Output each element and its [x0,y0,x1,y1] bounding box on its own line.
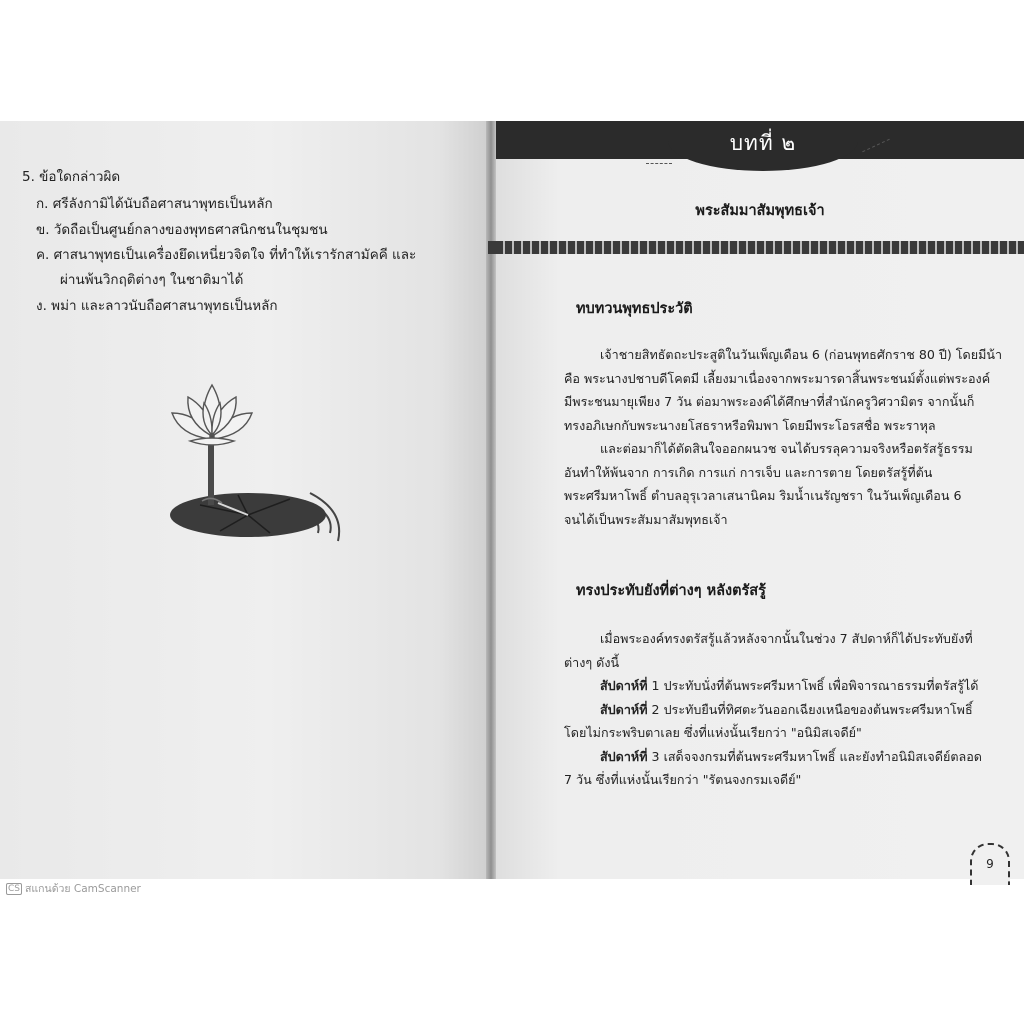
chapter-title: บทที่ ๒ [729,131,797,155]
question-option-c-cont: ผ่านพ้นวิกฤติต่างๆ ในชาติมาได้ [60,272,244,288]
decorative-stripe [496,241,1024,254]
week-3-label: สัปดาห์ที่ [600,748,648,764]
question-option-c: ค. ศาสนาพุทธเป็นเครื่องยึดเหนี่ยวจิตใจ ที่ทำให้เรารักสามัคคี และ [36,247,417,263]
question-option-d: ง. พม่า และลาวนับถือศาสนาพุทธเป็นหลัก [36,298,278,314]
week-1-label: สัปดาห์ที่ [600,678,648,693]
right-page [496,121,1024,879]
review-line: จนได้เป็นพระสัมมาสัมพุทธเจ้า [564,511,728,527]
lotus-on-lily-pad-icon [160,383,350,553]
review-line: ทรงอภิเษกกับพระนางยโสธราหรือพิมพา โดยมีพระโอรสชื่อ พระราหุล [564,417,936,433]
places-intro: เมื่อพระองค์ทรงตรัสรู้แล้วหลังจากนั้นในช่วง 7 สัปดาห์ก็ได้ประทับยังที่ [600,631,973,646]
decor-dash-left [646,163,672,164]
places-heading: ทรงประทับยังที่ต่างๆ หลังตรัสรู้ [576,583,766,599]
left-page [0,121,488,879]
review-line: มีพระชนมายุเพียง 7 วัน ต่อมาพระองค์ได้ศึกษาที่สำนักครูวิศวามิตร จากนั้นก็ [564,394,975,409]
week-1-text: 1 ประทับนั่งที่ต้นพระศรีมหาโพธิ์ เพื่อพิจารณาธรรมที่ตรัสรู้ได้ [647,678,979,693]
week-2-label: สัปดาห์ที่ [600,701,648,717]
review-line: และต่อมาก็ได้ตัดสินใจออกผนวช จนได้บรรลุความจริงหรือตรัสรู้ธรรม [600,441,973,456]
section-title: พระสัมมาสัมพุทธเจ้า [695,203,825,219]
question-title: 5. ข้อใดกล่าวผิด [22,169,121,185]
week-2-item [564,698,982,722]
review-line: อันทำให้พ้นจาก การเกิด การแก่ การเจ็บ และการตาย โดยตรัสรู้ที่ต้น [564,464,933,480]
stripe-edge [488,241,496,254]
review-line: พระศรีมหาโพธิ์ ตำบลอุรุเวลาเสนานิคม ริมน้ำเนรัญชรา ในวันเพ็ญเดือน 6 [564,488,962,503]
review-paragraph [564,343,1002,531]
question-option-b: ข. วัดถือเป็นศูนย์กลางของพุทธศาสนิกชนในชุมชน [36,222,328,238]
question-option-a: ก. ศรีลังกามิได้นับถือศาสนาพุทธเป็นหลัก [36,196,273,212]
week-1-item [564,674,982,698]
places-paragraph [564,627,982,792]
scanner-text: สแกนด้วย CamScanner [25,883,141,895]
week-2-cont: โดยไม่กระพริบตาเลย ซึ่งที่แห่งนั้นเรียกว่า "อนิมิสเจดีย์" [564,725,862,740]
scanner-watermark [6,880,141,897]
week-3-text: 3 เสด็จจงกรมที่ต้นพระศรีมหาโพธิ์ และยังทำอนิมิสเจดีย์ตลอด [647,748,982,764]
places-intro-cont: ต่างๆ ดังนี้ [564,654,620,670]
camscanner-logo-icon: CS [8,884,20,894]
review-heading: ทบทวนพุทธประวัติ [576,301,693,317]
review-line: คือ พระนางปชาบดีโคตมี เลี้ยงมาเนื่องจากพระมารดาสิ้นพระชนม์ตั้งแต่พระองค์ [564,370,991,386]
open-book [0,121,1024,879]
week-3-cont: 7 วัน ซึ่งที่แห่งนั้นเรียกว่า "รัตนจงกรมเจดีย์" [564,772,802,787]
page-number: 9 [986,857,994,871]
week-3-item [564,745,982,769]
review-line: เจ้าชายสิทธัตถะประสูติในวันเพ็ญเดือน 6 (ก่อนพุทธศักราช 80 ปี) โดยมีน้า [600,347,1003,362]
book-gutter [486,121,496,879]
week-2-text: 2 ประทับยืนที่ทิศตะวันออกเฉียงเหนือของต้นพระศรีมหาโพธิ์ [647,701,973,717]
